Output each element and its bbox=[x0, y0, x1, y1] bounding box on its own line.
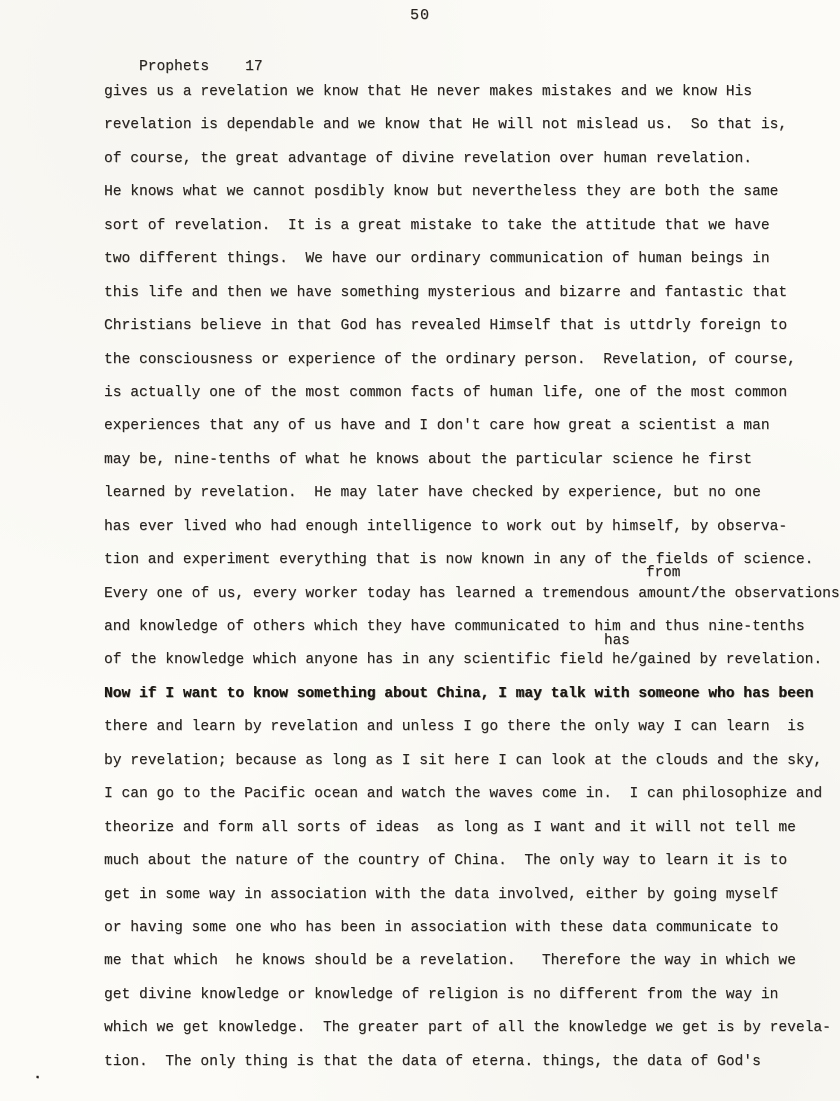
body-text bbox=[104, 76, 838, 1079]
text-line: which we get knowledge. The greater part of all the knowledge we get is by revela- bbox=[104, 1020, 831, 1037]
text-line: may be, nine-tenths of what he knows about the particular science he first bbox=[104, 451, 753, 468]
text-line: of the knowledge which anyone has in any scientific field he/gained by revelation. bbox=[104, 652, 823, 669]
header-page-ref: 17 bbox=[245, 59, 263, 75]
interlinear-insertion-from: from bbox=[646, 565, 681, 581]
page-number: 50 bbox=[409, 7, 430, 24]
text-line: revelation is dependable and we know that He will not mislead us. So that is, bbox=[104, 117, 788, 134]
text-line: get divine knowledge or knowledge of religion is no different from the way in bbox=[104, 986, 779, 1003]
interlinear-insertion-has: has bbox=[604, 633, 630, 649]
text-line: I can go to the Pacific ocean and watch the waves come in. I can philosophize and bbox=[104, 786, 823, 803]
text-line: this life and then we have something mysterious and bizarre and fantastic that bbox=[104, 284, 788, 301]
text-line: He knows what we cannot posdibly know but nevertheless they are both the same bbox=[104, 184, 779, 201]
text-line-emphasized: Now if I want to know something about China, I may talk with someone who has been bbox=[104, 685, 814, 702]
text-line: has ever lived who had enough intelligence to work out by himself, by observa- bbox=[104, 518, 788, 535]
text-line: tion and experiment everything that is now known in any of the fields of science. bbox=[104, 552, 814, 569]
text-line: two different things. We have our ordinary communication of human beings in bbox=[104, 251, 770, 268]
text-line: theorize and form all sorts of ideas as long as I want and it will not tell me bbox=[104, 819, 796, 836]
text-line: Every one of us, every worker today has learned a tremendous amount/the observations bbox=[104, 585, 840, 602]
text-line: there and learn by revelation and unless I go there the only way I can learn is bbox=[104, 719, 805, 736]
text-line: or having some one who has been in association with these data communicate to bbox=[104, 919, 779, 936]
text-line: and knowledge of others which they have communicated to him and thus nine-tenths bbox=[104, 619, 805, 635]
text-line: the consciousness or experience of the ordinary person. Revelation, of course, bbox=[104, 351, 796, 368]
text-line: get in some way in association with the data involved, either by going myself bbox=[104, 886, 779, 903]
text-line: is actually one of the most common facts of human life, one of the most common bbox=[104, 384, 788, 401]
stray-ink-mark: . bbox=[33, 1066, 43, 1083]
text-line: gives us a revelation we know that He never makes mistakes and we know His bbox=[104, 84, 753, 100]
text-line: tion. The only thing is that the data of eterna. things, the data of God's bbox=[104, 1053, 761, 1070]
text-line: Christians believe in that God has revealed Himself that is uttdrly foreign to bbox=[104, 318, 788, 335]
text-line: experiences that any of us have and I don't care how great a scientist a man bbox=[104, 418, 770, 435]
text-line: by revelation; because as long as I sit here I can look at the clouds and the sky, bbox=[104, 752, 823, 769]
text-line: learned by revelation. He may later have checked by experience, but no one bbox=[104, 485, 761, 502]
header-title: Prophets bbox=[139, 59, 210, 75]
text-line: sort of revelation. It is a great mistake to take the attitude that we have bbox=[104, 217, 770, 234]
text-line: me that which he knows should be a revelation. Therefore the way in which we bbox=[104, 953, 796, 970]
text-line: of course, the great advantage of divine revelation over human revelation. bbox=[104, 150, 753, 167]
text-line: much about the nature of the country of China. The only way to learn it is to bbox=[104, 853, 788, 870]
